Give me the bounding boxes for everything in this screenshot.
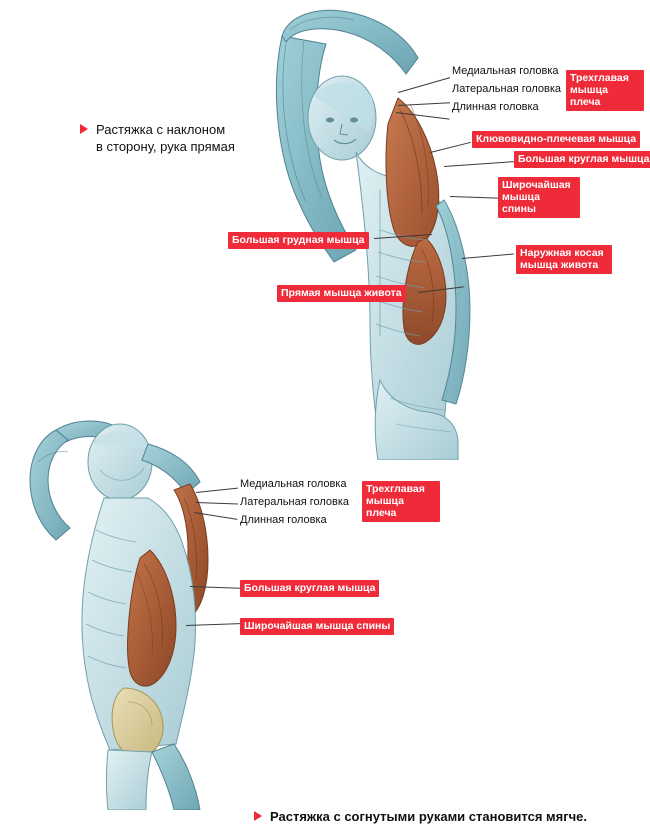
label-triceps-brachii-bottom	[362, 481, 440, 522]
label-latissimus-dorsi-top	[498, 177, 580, 218]
caption-top-line1: Растяжка с наклоном	[96, 122, 226, 137]
label-triceps-brachii-top-line2: мышца плеча	[570, 84, 608, 108]
label-external-oblique-top-line2: мышца живота	[520, 259, 599, 271]
label-medial-head-bottom: Медиальная головка	[240, 478, 347, 490]
label-long-head-bottom: Длинная головка	[240, 514, 327, 526]
label-lateral-head-top: Латеральная головка	[452, 83, 562, 95]
label-triceps-brachii-top-line1: Трехглавая	[570, 72, 629, 84]
caption-top-marker-icon	[80, 124, 88, 134]
label-latissimus-dorsi-bottom: Широчайшая мышца спины	[240, 618, 394, 635]
caption-bottom-marker-icon	[254, 811, 262, 821]
label-latissimus-dorsi-top-line2: мышца спины	[502, 191, 540, 215]
label-triceps-brachii-bottom-line1: Трехглавая	[366, 483, 425, 495]
label-teres-major-bottom: Большая круглая мышца	[240, 580, 379, 597]
label-external-oblique-top	[516, 245, 612, 274]
label-triceps-brachii-top	[566, 70, 644, 111]
label-external-oblique-top-line1: Наружная косая	[520, 247, 604, 259]
label-latissimus-dorsi-top-line1: Широчайшая	[502, 179, 571, 191]
figure-bottom-svg	[0, 400, 260, 810]
label-rectus-abdominis-top: Прямая мышца живота	[277, 285, 406, 302]
label-coracobrachialis-top: Клювовидно-плечевая мышца	[472, 131, 640, 148]
label-lateral-head-bottom: Латеральная головка	[240, 496, 350, 508]
label-triceps-brachii-bottom-line2: мышца плеча	[366, 495, 404, 519]
label-medial-head-top: Медиальная головка	[452, 65, 559, 77]
caption-top-line2: в сторону, рука прямая	[96, 139, 235, 154]
label-long-head-top: Длинная головка	[452, 101, 539, 113]
caption-bottom-text: Растяжка с согнутыми руками становится мягче.	[270, 809, 588, 824]
figure-bottom-bent-arm-stretch	[0, 400, 260, 810]
label-pectoralis-major-top: Большая грудная мышца	[228, 232, 369, 249]
label-teres-major-top: Большая круглая мышца	[514, 151, 650, 168]
